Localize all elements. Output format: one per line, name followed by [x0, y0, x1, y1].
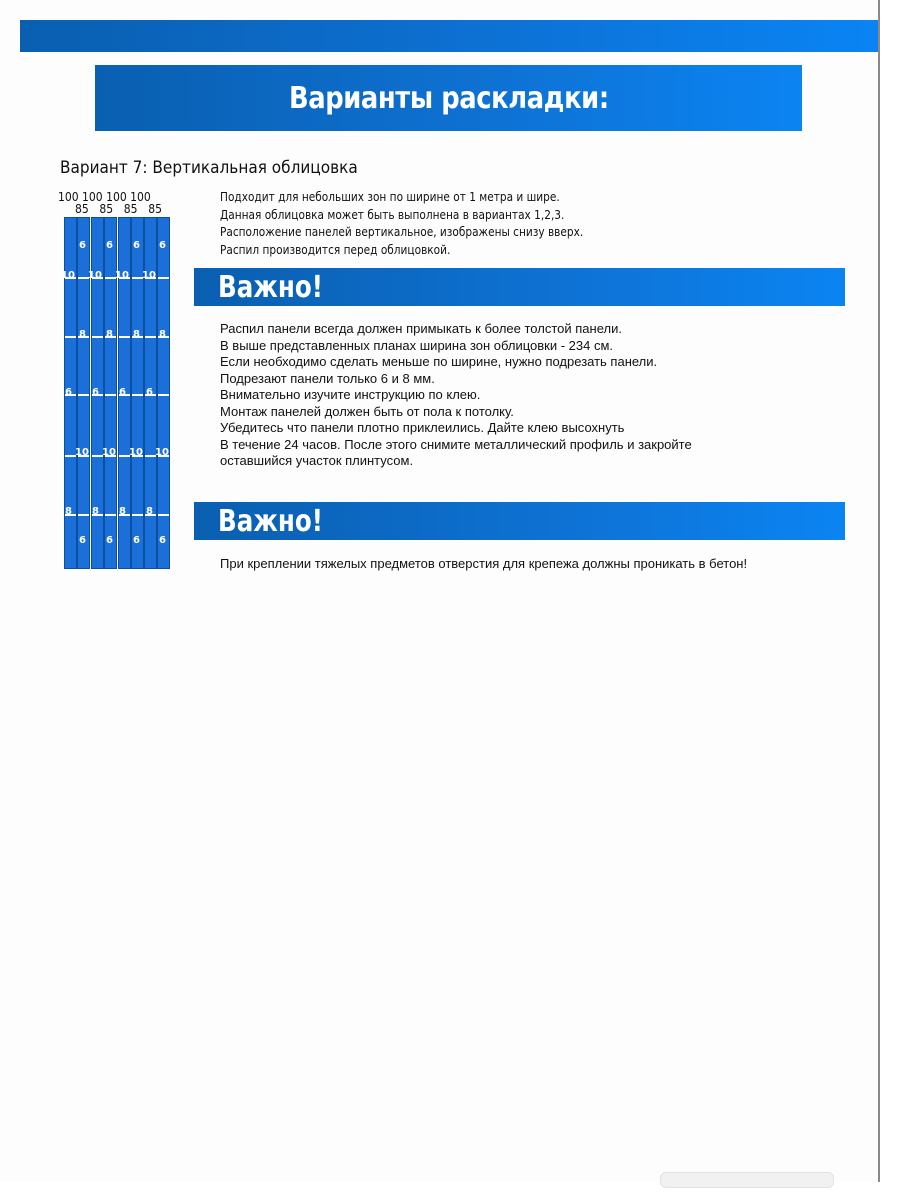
note-line: Внимательно изучите инструкцию по клею.: [220, 387, 481, 402]
description-line: Расположение панелей вертикальное, изображены снизу вверх.: [220, 225, 584, 239]
dimension-label: 100: [106, 190, 127, 204]
note-line: Убедитесь что панели плотно приклеились. Дайте клею высохнуть: [220, 420, 625, 435]
panel-thickness-label: 8: [65, 506, 72, 517]
panel-seam: [158, 394, 169, 396]
panel-thickness-label: 10: [142, 270, 156, 281]
panel-seam: [119, 336, 130, 338]
panel-thickness-label: 6: [106, 535, 113, 546]
note-line: Монтаж панелей должен быть от пола к потолку.: [220, 403, 514, 419]
panel-seam: [78, 394, 89, 396]
panel-thickness-label: 8: [146, 506, 153, 517]
panel-seam: [158, 277, 169, 279]
description-line: Данная облицовка может быть выполнена в вариантах 1,2,3.: [220, 207, 565, 222]
description-line: Распил производится перед облицовкой.: [220, 242, 451, 257]
variant-description: [220, 189, 583, 259]
dimension-label: 85: [99, 202, 114, 216]
dimension-label: 100: [58, 190, 79, 204]
panel-seam: [132, 394, 143, 396]
panel-layout-diagram: [55, 190, 185, 575]
panel-thickness-label: 6: [92, 387, 99, 398]
panel-thickness-label: 8: [92, 506, 99, 517]
page-title: Варианты раскладки:: [288, 80, 609, 116]
title-banner: [95, 65, 802, 131]
panel-seam: [105, 514, 116, 516]
panel-thickness-label: 6: [133, 240, 140, 251]
dimension-label: 85: [148, 202, 162, 216]
important-banner-1: [194, 268, 845, 306]
important-title: Важно!: [218, 270, 323, 305]
important-title: Важно!: [218, 504, 323, 539]
important-banner-2: [194, 502, 845, 540]
panel-seam: [158, 514, 169, 516]
panel-seam: [132, 514, 143, 516]
panel-thickness-label: 8: [79, 329, 86, 340]
top-accent-bar: [20, 20, 878, 52]
panel-thickness-label: 10: [115, 270, 129, 281]
note-line: В течение 24 часов. После этого снимите металлический профиль и закройте: [220, 436, 692, 452]
panel-thickness-label: 8: [133, 329, 140, 340]
note-line: Если необходимо сделать меньше по ширине, нужно подрезать панели.: [220, 354, 658, 369]
panel-thickness-label: 6: [79, 535, 86, 546]
concrete-note: При креплении тяжелых предметов отверстия для крепежа должны проникать в бетон!: [220, 556, 748, 571]
panel-thickness-label: 6: [159, 535, 166, 546]
note-line: Подрезают панели только 6 и 8 мм.: [220, 370, 435, 386]
note-line: Распил панели всегда должен примыкать к более толстой панели.: [220, 321, 622, 336]
panel-thickness-label: 6: [146, 387, 153, 398]
dimension-label: 100: [130, 190, 151, 204]
dimension-label: 85: [123, 202, 138, 216]
panel-thickness-label: 10: [61, 270, 75, 281]
panel-seam: [78, 514, 89, 516]
description-line: Подходит для небольших зон по ширине от 1 метра и шире.: [220, 190, 560, 204]
panel-thickness-label: 10: [75, 447, 89, 458]
panel-thickness-label: 8: [106, 329, 113, 340]
panel-thickness-label: 10: [155, 447, 169, 458]
panel-thickness-label: 10: [88, 270, 102, 281]
variant-heading: Вариант 7: Вертикальная облицовка: [60, 158, 358, 178]
bottom-scroll-tab[interactable]: [660, 1172, 834, 1188]
panel-seam: [105, 394, 116, 396]
note-line: В выше представленных планах ширина зон облицовки - 234 см.: [220, 337, 614, 353]
bottom-dimension-labels: [75, 202, 162, 216]
panel-thickness-label: 6: [119, 387, 126, 398]
panel-thickness-label: 8: [159, 329, 166, 340]
panel-thickness-label: 8: [119, 506, 126, 517]
panel-thickness-label: 6: [79, 240, 86, 251]
dimension-label: 85: [75, 202, 89, 216]
panel-thickness-label: 6: [133, 535, 140, 546]
panel-thickness-label: 10: [102, 447, 116, 458]
dimension-label: 100: [82, 190, 103, 204]
panel-thickness-label: 6: [159, 240, 166, 251]
panel-strip: [157, 217, 170, 569]
panel-thickness-label: 10: [129, 447, 143, 458]
panel-seam: [145, 336, 156, 338]
panel-seam: [65, 336, 76, 338]
panel-seam: [92, 336, 103, 338]
panel-thickness-label: 6: [106, 240, 113, 251]
panel-thickness-label: 6: [65, 387, 72, 398]
note-line: оставшийся участок плинтусом.: [220, 453, 414, 468]
important-notes: [220, 321, 692, 470]
